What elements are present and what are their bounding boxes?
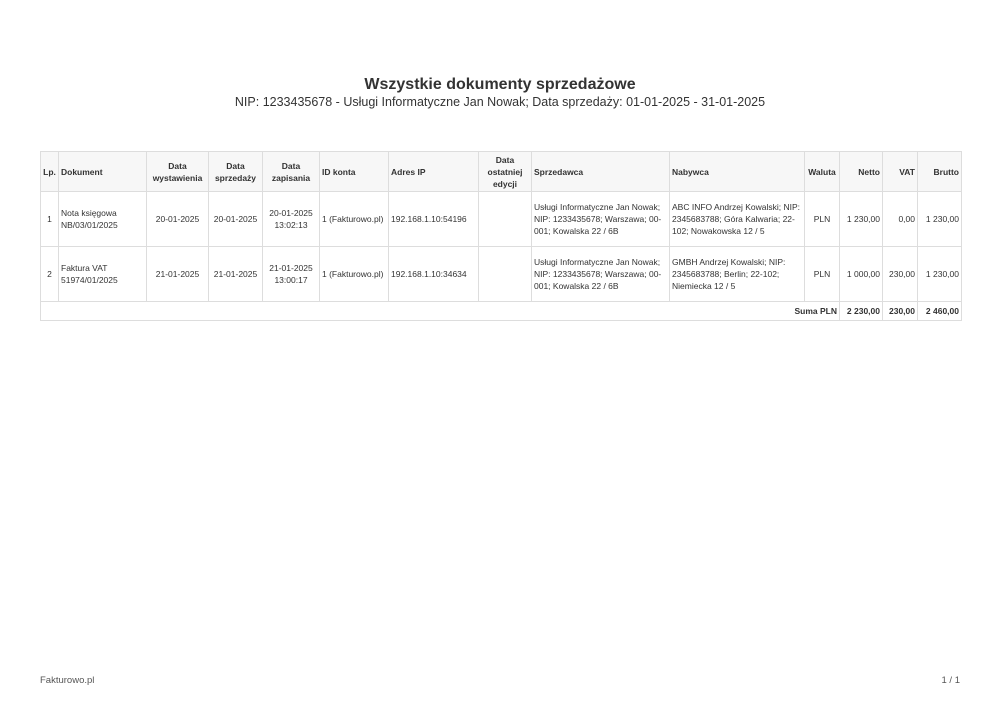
- cell-sprzedawca: Usługi Informatyczne Jan Nowak; NIP: 1233435678; Warszawa; 00-001; Kowalska 22 / 6B: [532, 192, 670, 247]
- cell-lp: 2: [41, 247, 59, 302]
- cell-waluta: PLN: [805, 192, 840, 247]
- header-data-ostatniej-edycji: Data ostatniej edycji: [479, 152, 532, 192]
- cell-dokument: Nota księgowa NB/03/01/2025: [59, 192, 147, 247]
- cell-vat: 230,00: [883, 247, 918, 302]
- cell-lp: 1: [41, 192, 59, 247]
- cell-dokument: Faktura VAT 51974/01/2025: [59, 247, 147, 302]
- summary-vat: 230,00: [883, 302, 918, 321]
- cell-data-ostatniej-edycji: [479, 192, 532, 247]
- cell-brutto: 1 230,00: [918, 247, 962, 302]
- summary-brutto: 2 460,00: [918, 302, 962, 321]
- cell-data-sprzedazy: 21-01-2025: [209, 247, 263, 302]
- header-sprzedawca: Sprzedawca: [532, 152, 670, 192]
- summary-netto: 2 230,00: [840, 302, 883, 321]
- header-data-wystawienia: Data wystawienia: [147, 152, 209, 192]
- header-waluta: Waluta: [805, 152, 840, 192]
- header-adres-ip: Adres IP: [389, 152, 479, 192]
- cell-nabywca: GMBH Andrzej Kowalski; NIP: 2345683788; Berlin; 22-102; Niemiecka 12 / 5: [670, 247, 805, 302]
- header-data-sprzedazy: Data sprzedaży: [209, 152, 263, 192]
- cell-netto: 1 230,00: [840, 192, 883, 247]
- cell-brutto: 1 230,00: [918, 192, 962, 247]
- cell-data-zapisania: 20-01-2025 13:02:13: [263, 192, 320, 247]
- cell-waluta: PLN: [805, 247, 840, 302]
- cell-data-wystawienia: 21-01-2025: [147, 247, 209, 302]
- cell-adres-ip: 192.168.1.10:34634: [389, 247, 479, 302]
- footer-brand: Fakturowo.pl: [40, 675, 95, 686]
- cell-nabywca: ABC INFO Andrzej Kowalski; NIP: 2345683788; Góra Kalwaria; 22-102; Nowakowska 12 / 5: [670, 192, 805, 247]
- header-nabywca: Nabywca: [670, 152, 805, 192]
- header-netto: Netto: [840, 152, 883, 192]
- cell-adres-ip: 192.168.1.10:54196: [389, 192, 479, 247]
- summary-label: Suma PLN: [41, 302, 840, 321]
- header-lp: Lp.: [41, 152, 59, 192]
- table-header-row: [41, 152, 962, 192]
- header-dokument: Dokument: [59, 152, 147, 192]
- table-row: [41, 192, 962, 247]
- cell-data-wystawienia: 20-01-2025: [147, 192, 209, 247]
- header-id-konta: ID konta: [320, 152, 389, 192]
- page-subtitle: NIP: 1233435678 - Usługi Informatyczne Jan Nowak; Data sprzedaży: 01-01-2025 - 31-01-2025: [234, 95, 766, 109]
- cell-netto: 1 000,00: [840, 247, 883, 302]
- cell-id-konta: 1 (Fakturowo.pl): [320, 247, 389, 302]
- page-title: Wszystkie dokumenty sprzedażowe: [364, 76, 636, 93]
- cell-vat: 0,00: [883, 192, 918, 247]
- cell-id-konta: 1 (Fakturowo.pl): [320, 192, 389, 247]
- table-row: [41, 247, 962, 302]
- cell-data-zapisania: 21-01-2025 13:00:17: [263, 247, 320, 302]
- cell-data-ostatniej-edycji: [479, 247, 532, 302]
- header-vat: VAT: [883, 152, 918, 192]
- cell-data-sprzedazy: 20-01-2025: [209, 192, 263, 247]
- summary-row: [41, 302, 962, 321]
- cell-sprzedawca: Usługi Informatyczne Jan Nowak; NIP: 1233435678; Warszawa; 00-001; Kowalska 22 / 6B: [532, 247, 670, 302]
- header-data-zapisania: Data zapisania: [263, 152, 320, 192]
- documents-table: [40, 151, 962, 321]
- header-brutto: Brutto: [918, 152, 962, 192]
- page-number: 1 / 1: [941, 675, 960, 686]
